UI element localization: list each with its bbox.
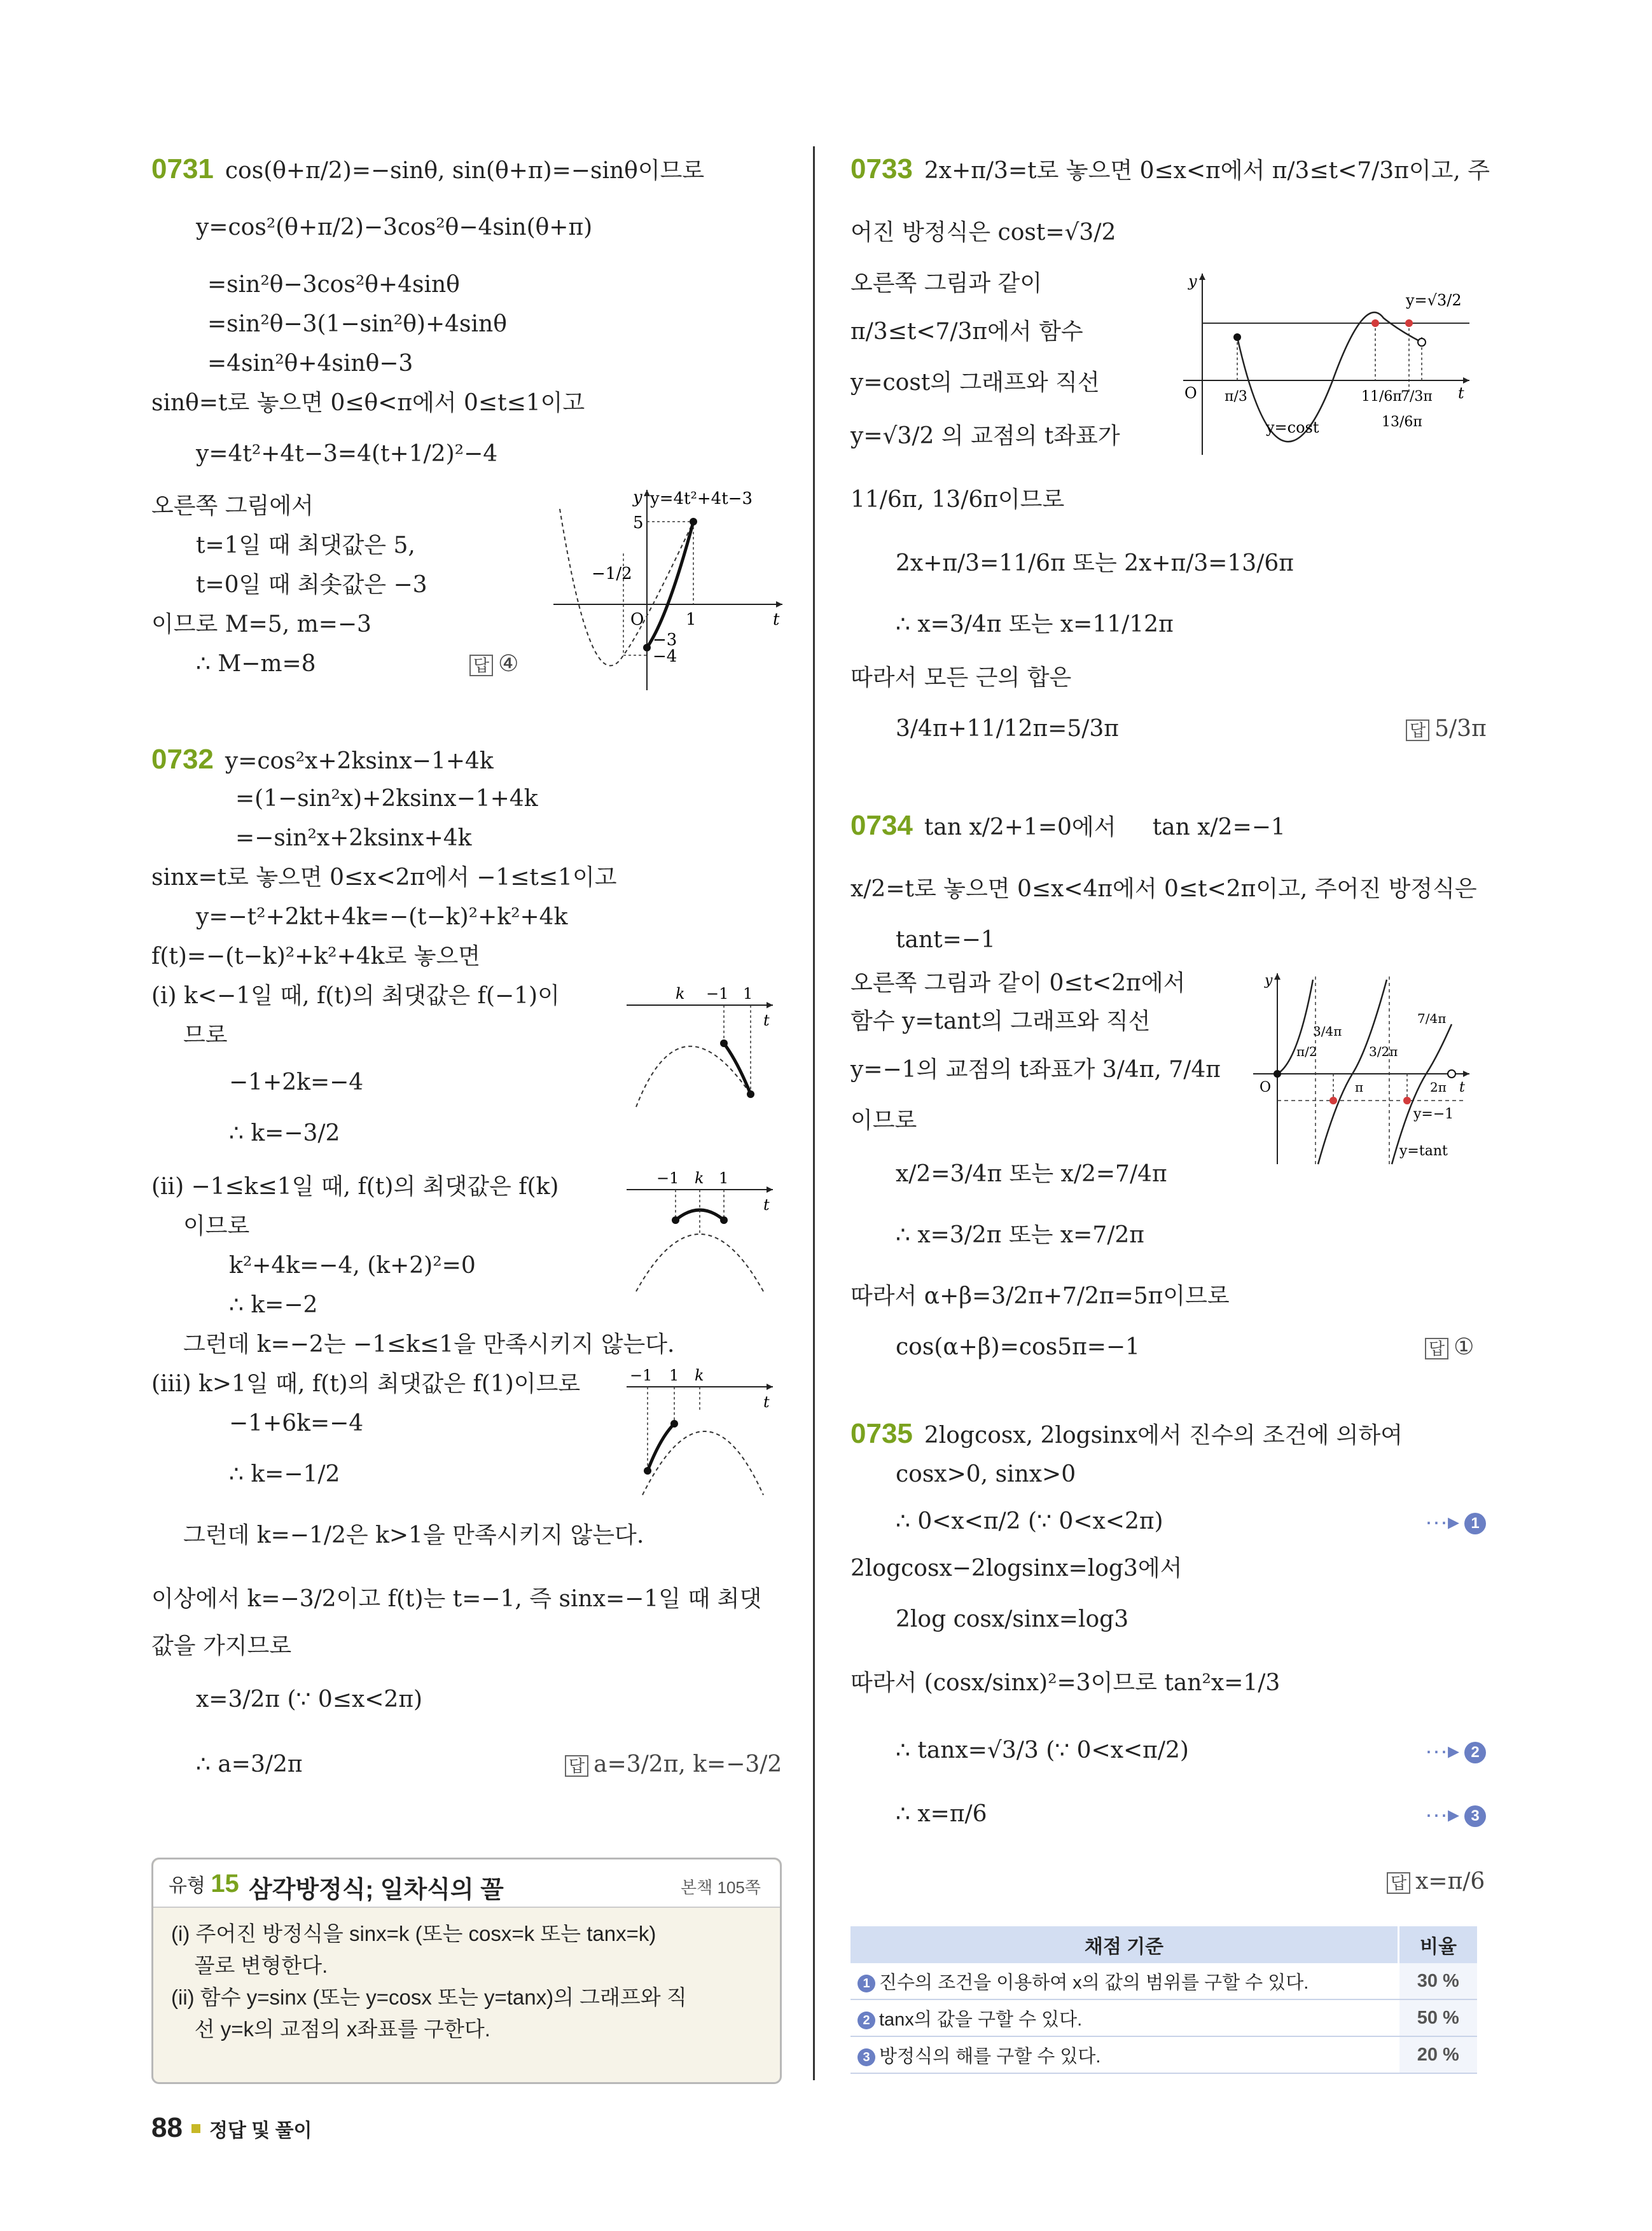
type-box-ref: 본책 105쪽 bbox=[681, 1878, 761, 1897]
svg-text:−1: −1 bbox=[630, 1366, 653, 1384]
svg-text:−3: −3 bbox=[653, 630, 677, 650]
scoring-table bbox=[850, 1926, 1477, 2074]
problem-0734-line-8: ∴ x=3/2π 또는 x=7/2π bbox=[896, 1222, 1144, 1248]
problem-0733-line-7: 2x+π/3=11/6π 또는 2x+π/3=13/6π bbox=[896, 550, 1294, 576]
type-box-title: 삼각방정식; 일차식의 꼴 bbox=[249, 1877, 504, 1903]
svg-text:−1/2: −1/2 bbox=[592, 564, 632, 583]
problem-0731-line-5: sinθ=t로 놓으면 0≤θ<π에서 0≤t≤1이고 bbox=[151, 390, 585, 416]
problem-0732-line-8: −1+2k=−4 bbox=[229, 1069, 364, 1095]
svg-text:π: π bbox=[1355, 1080, 1364, 1095]
svg-text:5: 5 bbox=[633, 513, 644, 532]
svg-text:π/3: π/3 bbox=[1225, 389, 1247, 405]
type-box-body: (i) 주어진 방정식을 sinx=k (또는 cosx=k 또는 tanx=k) 꼴로 변형한다. (ii) 함수 y=sinx (또는 y=cosx 또는 y=tanx)의 그래프와 직 선 y=k의 교점의 x좌표를 구한다. bbox=[171, 1922, 687, 2041]
problem-0731-line-9: t=0일 때 최솟값은 −3 bbox=[196, 572, 427, 598]
svg-text:t: t bbox=[763, 1393, 770, 1411]
footer-label: 정답 및 풀이 bbox=[209, 2120, 312, 2141]
problem-0731-line-11: ∴ M−m=8 bbox=[196, 651, 316, 677]
graph-line-label: y=−1 bbox=[1413, 1106, 1454, 1122]
problem-0733-line-5: y=√3/2 의 교점의 t좌표가 bbox=[850, 423, 1120, 449]
problem-0731-answer: 답 ④ bbox=[469, 650, 518, 678]
problem-number: 0734 bbox=[850, 810, 913, 841]
svg-text:O: O bbox=[1184, 384, 1197, 402]
table-row: 1 진수의 조건을 이용하여 x의 값의 범위를 구할 수 있다. 30 % bbox=[850, 1963, 1477, 1999]
problem-0732-line-11: 이므로 bbox=[183, 1213, 250, 1239]
svg-text:O: O bbox=[630, 610, 644, 629]
svg-text:7/3π: 7/3π bbox=[1401, 389, 1433, 405]
problem-0731-line-4: =4sin²θ+4sinθ−3 bbox=[207, 351, 413, 377]
svg-text:t: t bbox=[763, 1011, 770, 1029]
svg-text:t: t bbox=[763, 1196, 770, 1214]
svg-text:1: 1 bbox=[719, 1169, 729, 1187]
problem-0733-line-10: 3/4π+11/12π=5/3π bbox=[896, 716, 1119, 742]
problem-0731-line-1: y=cos²(θ+π/2)−3cos²θ−4sin(θ+π) bbox=[196, 214, 593, 240]
svg-text:t: t bbox=[773, 610, 780, 629]
problem-0732-line-6: (i) k<−1일 때, f(t)의 최댓값은 f(−1)이 bbox=[151, 983, 560, 1009]
svg-text:k: k bbox=[695, 1366, 704, 1384]
problem-number: 0733 bbox=[850, 153, 913, 184]
problem-0734-line-10: cos(α+β)=cos5π=−1 bbox=[896, 1334, 1140, 1360]
problem-0732-line-4: y=−t²+2kt+4k=−(t−k)²+k²+4k bbox=[196, 904, 568, 930]
svg-text:11/6π: 11/6π bbox=[1361, 389, 1402, 405]
graph-fn-label: y=4t²+4t−3 bbox=[650, 489, 753, 508]
problem-0731-line-3: =sin²θ−3(1−sin²θ)+4sinθ bbox=[207, 311, 507, 337]
svg-text:k: k bbox=[695, 1169, 704, 1187]
svg-text:2π: 2π bbox=[1430, 1080, 1447, 1095]
svg-text:y: y bbox=[633, 488, 642, 507]
problem-0735-line-7: ∴ x=π/6 bbox=[896, 1801, 987, 1827]
svg-text:3/2π: 3/2π bbox=[1369, 1044, 1398, 1059]
svg-text:t: t bbox=[1459, 1080, 1465, 1095]
problem-0732-line-15: (iii) k>1일 때, f(t)의 최댓값은 f(1)이므로 bbox=[151, 1371, 581, 1397]
problem-number: 0735 bbox=[850, 1418, 913, 1449]
svg-text:13/6π: 13/6π bbox=[1382, 414, 1422, 430]
concept-type-box bbox=[151, 1858, 782, 2084]
problem-0734-line-5: y=−1의 교점의 t좌표가 3/4π, 7/4π bbox=[850, 1057, 1221, 1083]
problem-0735-line-0: 0735 2logcosx, 2logsinx에서 진수의 조건에 의하여 bbox=[850, 1418, 1403, 1449]
problem-0735-line-2: ∴ 0<x<π/2 (∵ 0<x<2π) bbox=[896, 1508, 1163, 1534]
table-header: 채점 기준 비율 bbox=[850, 1926, 1477, 1963]
graph-0731-parabola bbox=[547, 483, 789, 693]
svg-text:−1: −1 bbox=[706, 985, 729, 1003]
problem-0732-line-1: =(1−sin²x)+2ksinx−1+4k bbox=[235, 786, 538, 812]
problem-0733-line-6: 11/6π, 13/6π이므로 bbox=[850, 487, 1065, 513]
page-number: 88 bbox=[151, 2112, 183, 2143]
svg-text:O: O bbox=[1260, 1080, 1272, 1095]
svg-text:3/4π: 3/4π bbox=[1313, 1024, 1342, 1039]
problem-0732-line-10: (ii) −1≤k≤1일 때, f(t)의 최댓값은 f(k) bbox=[151, 1174, 559, 1200]
problem-0733-line-9: 따라서 모든 근의 합은 bbox=[850, 665, 1072, 691]
problem-number: 0732 bbox=[151, 744, 214, 775]
problem-0732-line-2: =−sin²x+2ksinx+4k bbox=[235, 825, 472, 851]
problem-0732-line-18: 그런데 k=−1/2은 k>1을 만족시키지 않는다. bbox=[183, 1522, 644, 1548]
problem-0733-line-3: π/3≤t<7/3π에서 함수 bbox=[850, 319, 1083, 345]
svg-text:1: 1 bbox=[669, 1366, 679, 1384]
problem-0731-line-6: y=4t²+4t−3=4(t+1/2)²−4 bbox=[196, 441, 498, 467]
problem-0734-line-6: 이므로 bbox=[850, 1108, 917, 1134]
graph-line-label: y=√3/2 bbox=[1406, 291, 1462, 309]
step-marker-3: ···▸ 3 bbox=[1425, 1800, 1486, 1829]
problem-0732-line-16: −1+6k=−4 bbox=[229, 1410, 364, 1436]
svg-text:y: y bbox=[1265, 973, 1273, 989]
graph-fn-label: y=cost bbox=[1266, 419, 1319, 436]
problem-0732-line-9: ∴ k=−3/2 bbox=[229, 1120, 340, 1146]
problem-0734-line-3: 오른쪽 그림과 같이 0≤t<2π에서 bbox=[850, 970, 1186, 996]
problem-0732-line-21: x=3/2π (∵ 0≤x<2π) bbox=[196, 1686, 423, 1713]
type-box-header: 유형 15 삼각방정식; 일차식의 꼴 본책 105쪽 bbox=[153, 1859, 780, 1908]
problem-0732-line-17: ∴ k=−1/2 bbox=[229, 1461, 340, 1487]
problem-0735-line-1: cosx>0, sinx>0 bbox=[896, 1461, 1076, 1487]
problem-0732-line-20: 값을 가지므로 bbox=[151, 1633, 292, 1659]
svg-text:1: 1 bbox=[743, 985, 753, 1003]
problem-0733-line-8: ∴ x=3/4π 또는 x=11/12π bbox=[896, 611, 1174, 637]
step-marker-1: ···▸ 1 bbox=[1425, 1508, 1486, 1536]
problem-0732-answer: 답 a=3/2π, k=−3/2 bbox=[565, 1751, 782, 1779]
problem-0731-line-2: =sin²θ−3cos²θ+4sinθ bbox=[207, 272, 460, 298]
svg-text:−1: −1 bbox=[656, 1169, 679, 1187]
problem-0732-line-5: f(t)=−(t−k)²+k²+4k로 놓으면 bbox=[151, 943, 481, 970]
problem-0731-line-7: 오른쪽 그림에서 bbox=[151, 493, 314, 519]
problem-0733-answer: 답 5/3π bbox=[1406, 715, 1487, 743]
problem-0733-line-1: 어진 방정식은 cost=√3/2 bbox=[850, 219, 1116, 246]
problem-0734-line-1: x/2=t로 놓으면 0≤x<4π에서 0≤t<2π이고, 주어진 방정식은 bbox=[850, 876, 1477, 902]
problem-0734-line-7: x/2=3/4π 또는 x/2=7/4π bbox=[896, 1161, 1167, 1187]
svg-text:y: y bbox=[1188, 272, 1197, 290]
table-row: 3 방정식의 해를 구할 수 있다. 20 % bbox=[850, 2036, 1477, 2073]
problem-0733-line-0: 0733 2x+π/3=t로 놓으면 0≤x<π에서 π/3≤t<7/3π이고, 주 bbox=[850, 153, 1490, 184]
svg-text:π/2: π/2 bbox=[1296, 1044, 1317, 1059]
graph-0732-case1 bbox=[623, 980, 776, 1132]
table-row: 2 tanx의 값을 구할 수 있다. 50 % bbox=[850, 1999, 1477, 2036]
problem-0735-line-6: ∴ tanx=√3/3 (∵ 0<x<π/2) bbox=[896, 1737, 1189, 1763]
svg-text:1: 1 bbox=[686, 610, 697, 629]
problem-0734-line-2: tant=−1 bbox=[896, 927, 996, 953]
column-divider bbox=[813, 146, 815, 2080]
problem-0732-line-12: k²+4k=−4, (k+2)²=0 bbox=[229, 1253, 476, 1279]
problem-0734-line-4: 함수 y=tant의 그래프와 직선 bbox=[850, 1008, 1151, 1034]
problem-0732-line-13: ∴ k=−2 bbox=[229, 1292, 318, 1318]
problem-0734-line-9: 따라서 α+β=3/2π+7/2π=5π이므로 bbox=[850, 1283, 1230, 1309]
problem-0735-line-5: 따라서 (cosx/sinx)²=3이므로 tan²x=1/3 bbox=[850, 1670, 1281, 1696]
problem-0732-line-7: 므로 bbox=[183, 1022, 228, 1048]
problem-0735-line-4: 2log cosx/sinx=log3 bbox=[896, 1606, 1129, 1632]
problem-0731-line-8: t=1일 때 최댓값은 5, bbox=[196, 532, 415, 559]
graph-0733-cosine bbox=[1170, 267, 1476, 458]
problem-0732-line-19: 이상에서 k=−3/2이고 f(t)는 t=−1, 즉 sinx=−1일 때 최댓 bbox=[151, 1586, 762, 1612]
problem-0734-answer: 답 ① bbox=[1425, 1333, 1474, 1361]
problem-0733-line-2: 오른쪽 그림과 같이 bbox=[850, 270, 1043, 296]
graph-0732-case3 bbox=[623, 1361, 776, 1514]
step-marker-2: ···▸ 2 bbox=[1425, 1737, 1486, 1765]
problem-0735-line-3: 2logcosx−2logsinx=log3에서 bbox=[850, 1555, 1183, 1581]
svg-text:k: k bbox=[676, 985, 685, 1003]
problem-0731-line-10: 이므로 M=5, m=−3 bbox=[151, 611, 371, 637]
svg-text:−4: −4 bbox=[653, 647, 677, 666]
problem-number: 0731 bbox=[151, 153, 214, 184]
problem-0734-line-0: 0734 tan x/2+1=0에서 tan x/2=−1 bbox=[850, 810, 1286, 841]
problem-0731-line-0: 0731 cos(θ+π/2)=−sinθ, sin(θ+π)=−sinθ이므로 bbox=[151, 153, 705, 184]
problem-0732-line-22: ∴ a=3/2π bbox=[196, 1751, 303, 1777]
graph-0734-tangent bbox=[1247, 967, 1476, 1171]
graph-fn-label: y=tant bbox=[1399, 1143, 1448, 1159]
problem-0732-line-14: 그런데 k=−2는 −1≤k≤1을 만족시키지 않는다. bbox=[183, 1331, 675, 1358]
graph-0732-case2 bbox=[623, 1164, 776, 1304]
problem-0732-line-3: sinx=t로 놓으면 0≤x<2π에서 −1≤t≤1이고 bbox=[151, 865, 617, 891]
svg-text:t: t bbox=[1458, 384, 1464, 402]
svg-text:7/4π: 7/4π bbox=[1417, 1011, 1447, 1026]
footer-square-icon bbox=[191, 2124, 200, 2133]
problem-0735-answer: 답 x=π/6 bbox=[1387, 1868, 1485, 1896]
problem-0732-line-0: 0732 y=cos²x+2ksinx−1+4k bbox=[151, 744, 494, 775]
page-footer bbox=[151, 2112, 312, 2144]
problem-0733-line-4: y=cost의 그래프와 직선 bbox=[850, 370, 1100, 396]
